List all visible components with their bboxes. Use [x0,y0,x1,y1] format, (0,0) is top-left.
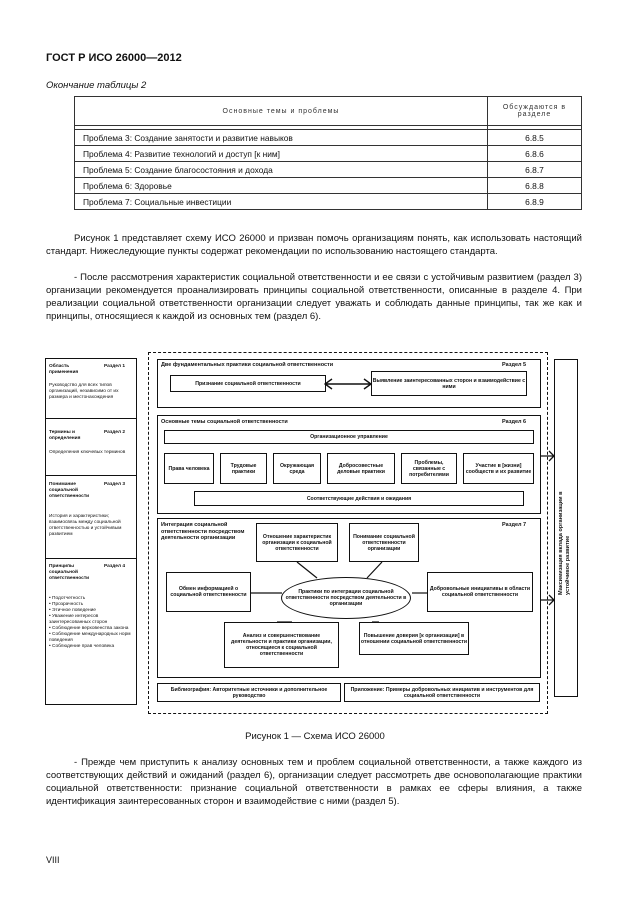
paragraph-3: - Прежде чем приступить к анализу основных тем и проблем социальной ответственности, а также каждого из соответствующих действий и ожиданий (раздел 6), организации следует рассмотреть две основополагающие практики социальной ответственности: признание социальной ответственности в рамках ее сферы влияния, а также идентификация заинтересованных сторон и взаимодействие с ними (раздел 5). [46,757,582,807]
table-header-topics: Основные темы и проблемы [75,97,488,126]
table-header-section: Обсуждаются в разделе [488,97,582,126]
section5-title: Две фундаментальных практики социальной ответственности [161,362,334,368]
section4-title: Принципы социальной ответственности [49,564,90,581]
section6-label: Раздел 6 [502,419,527,425]
voluntary-initiatives-box: Добровольные инициативы в области социальной ответственности [427,572,533,612]
section1-title: Область применения [49,364,79,375]
table-row: Проблема 4: Развитие технологий и доступ [к ним] 6.8.6 [75,146,582,162]
paragraph-1: Рисунок 1 представляет схему ИСО 26000 и призван помочь организациям понять, как использовать настоящий стандарт. Нижеследующие пункты содержат рекомендации по использованию настоящего стандарта. [46,233,582,257]
principle-item: • Соблюдение международных норм поведения [49,632,131,643]
section6-title: Основные темы социальной ответственности [161,419,288,425]
understanding-box: Понимание социальной ответственности организации [349,523,419,562]
page-number: VIII [46,855,60,865]
section1-label: Раздел 1 [104,364,126,369]
section2-title: Термины и определения [49,430,81,441]
principle-item: • Соблюдение верховенства закона [49,626,129,631]
table-row: Проблема 7: Социальные инвестиции 6.8.9 [75,194,582,210]
topic-box: Права человека [164,453,214,484]
table-row: Проблема 5: Создание благосостояния и дохода 6.8.7 [75,162,582,178]
topic-box: Трудовые практики [220,453,267,484]
section2-label: Раздел 2 [104,430,126,435]
section4-label: Раздел 4 [104,564,126,569]
recognition-box: Признание социальной ответственности [170,375,326,392]
section2-text: Определения ключевых терминов [49,450,126,455]
actions-expectations-box: Соответствующие действия и ожидания [194,491,524,506]
principle-item: • Прозрачность [49,602,84,607]
stakeholder-box: Выявление заинтересованных сторон и взаимодействие с ними [371,371,527,396]
principles-list [49,596,133,650]
principle-item: • Подотчетность [49,596,86,601]
arrow-icon [540,440,556,610]
section3-text: История и характеристики; взаимосвязь между социальной ответственностью и устойчивым развитием [49,514,122,537]
section7-arrows [157,518,541,678]
bibliography-box: Библиография: Авторитетные источники и дополнительное руководство [157,683,341,702]
principle-item: • Уважение интересов заинтересованных сторон [49,614,108,625]
figure-caption: Рисунок 1 — Схема ИСО 26000 [245,731,385,742]
table-2 [74,96,582,210]
arrow-icon [324,376,374,392]
topic-box: Добросовестные деловые практики [327,453,395,484]
section3-title: Понимание социальной ответственности [49,482,90,499]
topic-box: Проблемы, связанные с потребителями [401,453,457,484]
section1-text: Руководство для всех типов организаций, независимо от их размера и местонахождения [49,383,119,400]
review-improve-box: Анализ и совершенствование деятельности и практики организации, относящиеся к социальной ответственности [224,622,339,668]
document-header: ГОСТ Р ИСО 26000—2012 [46,52,182,64]
topic-box: Окружающая среда [273,453,321,484]
table-row: Проблема 3: Создание занятости и развитие навыков 6.8.5 [75,130,582,146]
table-row: Проблема 6: Здоровье 6.8.8 [75,178,582,194]
annex-box: Приложение: Примеры добровольных инициатив и инструментов для социальной ответственности [344,683,540,702]
principle-item: • Этичное поведение [49,608,96,613]
iso26000-schema-figure [44,350,585,717]
governance-box: Организационное управление [164,430,534,444]
communication-box: Обмен информацией о социальной ответственности [166,572,251,612]
paragraph-2: - После рассмотрения характеристик социальной ответственности и ее связи с устойчивым развитием (раздел 3) организации рекомендуется проанализировать принципы социальной ответственности, описанные в разделе 4. При реализации социальной ответственности организации следует уважать и соблюдать данные принципы, так же как и принципы, относящиеся к каждой из основных тем (раздел 6). [46,272,582,322]
topic-box: Участие в [жизни] сообществ и их развитие [463,453,534,484]
table-continuation-label: Окончание таблицы 2 [46,80,147,91]
section7-label: Раздел 7 [502,522,527,528]
section5-label: Раздел 5 [502,362,527,368]
section7-title: Интеграция социальной ответственности посредством деятельности организации [161,522,245,541]
section3-label: Раздел 3 [104,482,126,487]
principle-item: • Соблюдение прав человека [49,644,115,649]
characteristics-box: Отношение характеристик организации к социальной ответственности [256,523,338,562]
sustainable-development-text: Максимизация вклада организации в устойчивое развитие [558,491,571,595]
credibility-box: Повышение доверия [к организации] в отношении социальной ответственности [359,622,469,655]
integration-practices-ellipse: Практики по интеграции социальной ответственности посредством деятельности в организации [281,577,411,619]
